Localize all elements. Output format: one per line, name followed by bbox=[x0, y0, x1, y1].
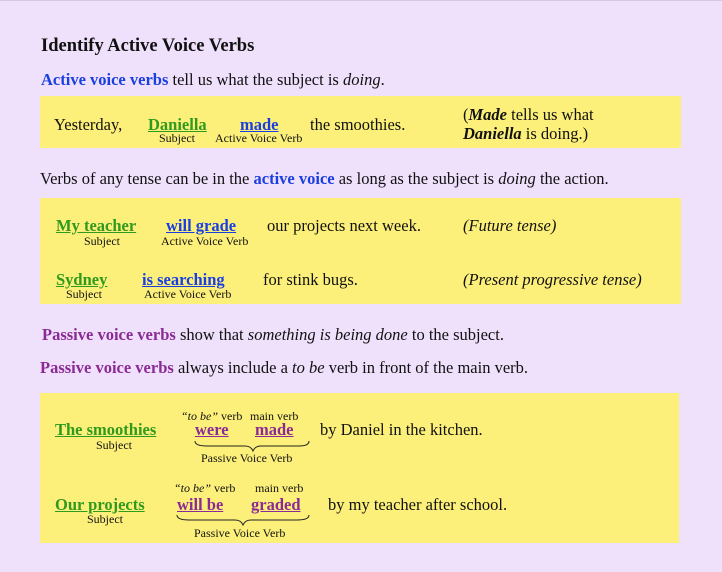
example5-tobe-verb: will be bbox=[177, 495, 224, 514]
example3-subject: Sydney bbox=[56, 270, 108, 289]
example2-verb-label: Active Voice Verb bbox=[161, 234, 249, 248]
example1-note bbox=[463, 105, 594, 143]
passive-paragraph-2 bbox=[40, 358, 528, 378]
example4-main-label: main verb bbox=[250, 409, 299, 423]
passive1-text-italic: something is being done bbox=[247, 325, 408, 344]
example-box-3 bbox=[40, 393, 679, 543]
example4-subject-label: Subject bbox=[96, 438, 132, 452]
intro-text-3: . bbox=[380, 70, 385, 89]
active-voice-term: Active voice verbs bbox=[41, 70, 169, 89]
intro-paragraph bbox=[41, 70, 385, 90]
note-text-1: tells us what bbox=[507, 105, 594, 124]
example5-voice-label: Passive Voice Verb bbox=[194, 526, 286, 540]
passive-voice-term: Passive voice verbs bbox=[42, 325, 176, 344]
intro-text-1: tell us what the subject is bbox=[168, 70, 343, 89]
passive2-text-3: verb in front of the main verb. bbox=[324, 358, 529, 377]
example2-subject-label: Subject bbox=[84, 234, 120, 248]
example5-subject-label: Subject bbox=[87, 512, 123, 526]
example5-tobe-label bbox=[174, 481, 235, 496]
example5-main-verb: graded bbox=[251, 495, 301, 514]
example2-subject: My teacher bbox=[56, 216, 137, 235]
note-open-paren: ( bbox=[463, 105, 469, 124]
tense-text-4: the action. bbox=[535, 169, 609, 188]
example4-voice-label: Passive Voice Verb bbox=[201, 451, 293, 465]
passive2-text-italic: to be bbox=[292, 358, 325, 377]
tense-text-1: Verbs of any tense can be in the bbox=[40, 169, 254, 188]
example5-brace-icon bbox=[175, 513, 315, 527]
example1-subject: Daniella bbox=[148, 115, 207, 134]
example4-main-verb: made bbox=[255, 420, 294, 439]
note-daniella: Daniella bbox=[463, 124, 522, 143]
example2-rest: our projects next week. bbox=[267, 216, 421, 235]
passive1-text-3: to the subject. bbox=[407, 325, 504, 344]
example3-verb: is searching bbox=[142, 270, 225, 289]
tense-text-doing: doing bbox=[498, 169, 536, 188]
example4-tobe-verb: were bbox=[195, 420, 229, 439]
example3-rest: for stink bugs. bbox=[263, 270, 358, 289]
intro-text-doing: doing bbox=[342, 70, 381, 89]
tobe-label-quote: “to be” bbox=[181, 409, 219, 423]
tense-text-2: as long as the subject is bbox=[334, 169, 499, 188]
example5-main-label: main verb bbox=[255, 481, 304, 495]
tense-paragraph bbox=[40, 169, 609, 189]
page-title: Identify Active Voice Verbs bbox=[41, 36, 255, 56]
passive-paragraph-1 bbox=[42, 325, 504, 345]
example1-subject-label: Subject bbox=[159, 131, 195, 145]
example1-rest: the smoothies. bbox=[310, 115, 406, 134]
example3-tense: (Present progressive tense) bbox=[463, 270, 642, 289]
note-text-2: is doing.) bbox=[521, 124, 589, 143]
tobe-label-verb: verb bbox=[218, 409, 243, 423]
note-made: Made bbox=[468, 105, 507, 124]
passive2-text-1: always include a bbox=[173, 358, 293, 377]
tobe-label-verb-2: verb bbox=[211, 481, 236, 495]
example1-verb: made bbox=[240, 115, 279, 134]
example5-subject: Our projects bbox=[55, 495, 145, 514]
example4-rest: by Daniel in the kitchen. bbox=[320, 420, 483, 439]
example4-subject: The smoothies bbox=[55, 420, 157, 439]
example5-rest: by my teacher after school. bbox=[328, 495, 508, 514]
passive-voice-term-2: Passive voice verbs bbox=[40, 358, 174, 377]
example1-lead: Yesterday, bbox=[54, 115, 123, 134]
active-voice-term-2: active voice bbox=[253, 169, 335, 188]
example3-subject-label: Subject bbox=[66, 287, 102, 301]
tobe-label-quote-2: “to be” bbox=[174, 481, 212, 495]
example2-tense: (Future tense) bbox=[463, 216, 557, 235]
passive1-text-1: show that bbox=[175, 325, 248, 344]
example1-verb-label: Active Voice Verb bbox=[215, 131, 303, 145]
example3-verb-label: Active Voice Verb bbox=[144, 287, 232, 301]
example2-verb: will grade bbox=[166, 216, 237, 235]
